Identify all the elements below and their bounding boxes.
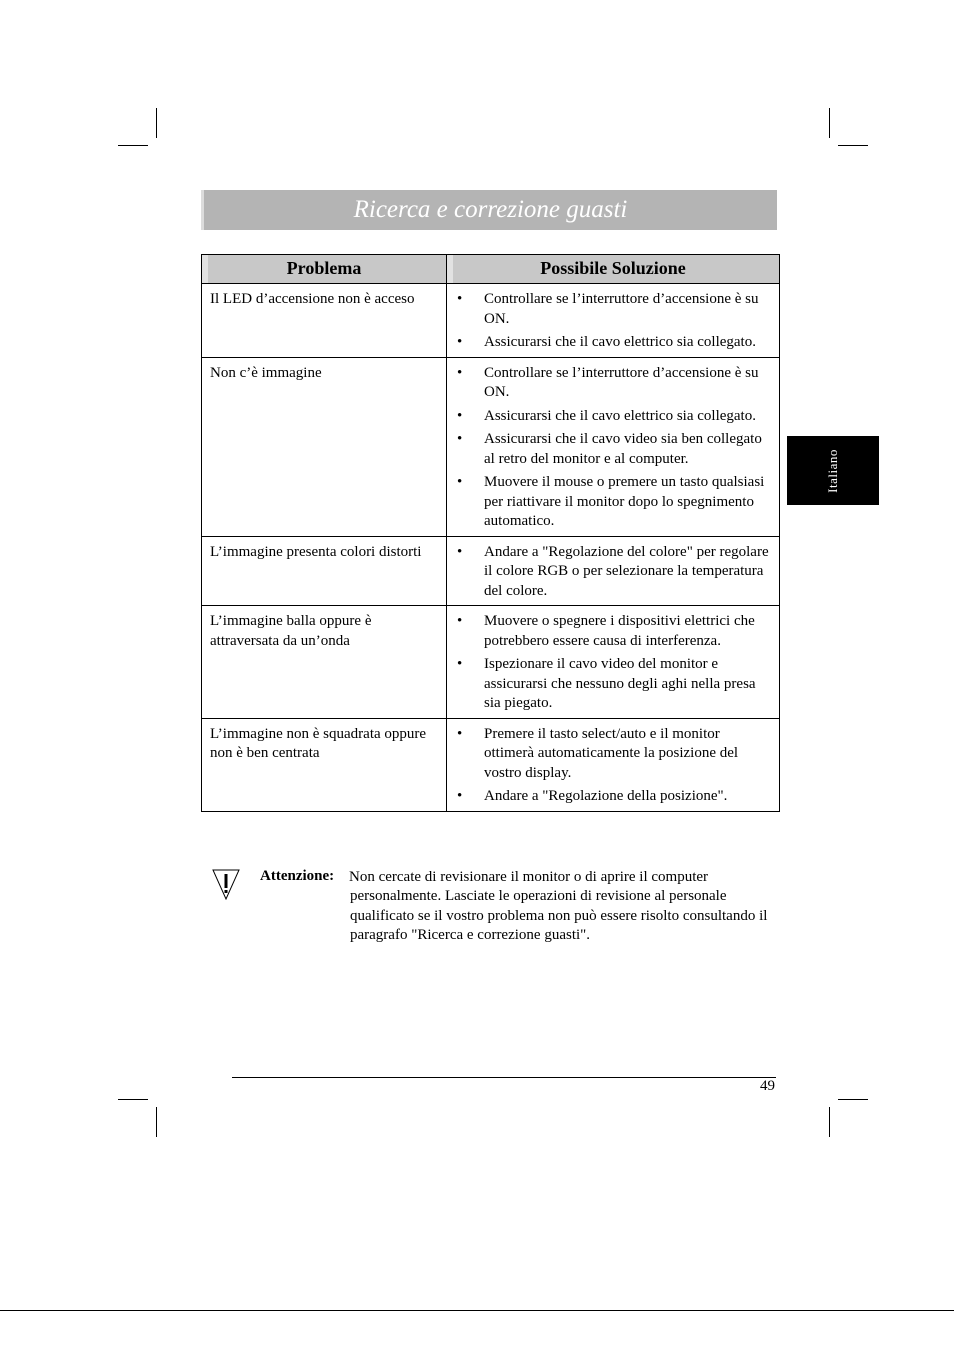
solution-item: • Premere il tasto select/auto e il monitor ottimerà automaticamente la posizione del vostro display. (455, 725, 771, 784)
solution-item: • Muovere o spegnere i dispositivi elettrici che potrebbero essere causa di interferenza. (455, 612, 771, 651)
crop-mark (156, 1107, 157, 1137)
solution-item: • Muovere il mouse o premere un tasto qualsiasi per riattivare il monitor dopo lo spegnimento automatico. (455, 473, 771, 532)
header-solution: Possibile Soluzione (447, 255, 780, 284)
solution-item: • Assicurarsi che il cavo elettrico sia collegato. (455, 407, 771, 427)
language-side-tab (787, 436, 879, 505)
page-number: 49 (760, 1078, 775, 1094)
table-row (202, 718, 780, 811)
crop-mark (829, 1107, 830, 1137)
crop-mark (156, 108, 157, 138)
page-title: Ricerca e correzione guasti (353, 196, 628, 223)
table-header-row (202, 255, 780, 284)
table-row (202, 536, 780, 606)
solution-item: • Ispezionare il cavo video del monitor e assicurarsi che nessuno degli aghi nella presa sia piegato. (455, 655, 771, 714)
troubleshooting-table (201, 254, 780, 812)
page-bottom-rule (0, 1310, 954, 1311)
problem-cell: L’immagine non è squadrata oppure non è ben centrata (202, 718, 447, 811)
problem-cell: Il LED d’accensione non è acceso (202, 284, 447, 358)
page-title-bar (201, 190, 777, 230)
problem-cell: L’immagine presenta colori distorti (202, 536, 447, 606)
problem-cell: Non c’è immagine (202, 357, 447, 536)
crop-mark (118, 145, 148, 146)
solution-item: • Controllare se l’interruttore d’accensione è su ON. (455, 364, 771, 403)
solution-cell (447, 606, 780, 719)
solution-item: • Controllare se l’interruttore d’accensione è su ON. (455, 290, 771, 329)
solution-item: • Andare a "Regolazione del colore" per regolare il colore RGB o per selezionare la temperatura del colore. (455, 543, 771, 602)
header-problem: Problema (202, 255, 447, 284)
caution-icon (212, 869, 240, 900)
crop-mark (838, 1099, 868, 1100)
table-row (202, 357, 780, 536)
warning-text: Non cercate di revisionare il monitor o di aprire il computer personalmente. Lasciate le operazioni di revisione al personale qualificato se il vostro problema non può essere risolto consultando il paragrafo "Ricerca e correzione guasti". (349, 869, 768, 944)
solution-cell (447, 718, 780, 811)
problem-cell: L’immagine balla oppure è attraversata da un’onda (202, 606, 447, 719)
solution-item: • Assicurarsi che il cavo video sia ben collegato al retro del monitor e al computer. (455, 430, 771, 469)
footer-rule (232, 1077, 776, 1078)
solution-cell (447, 357, 780, 536)
solution-cell (447, 536, 780, 606)
solution-item: • Assicurarsi che il cavo elettrico sia collegato. (455, 333, 771, 353)
table-row (202, 284, 780, 358)
crop-mark (838, 145, 868, 146)
crop-mark (118, 1099, 148, 1100)
solution-item: • Andare a "Regolazione della posizione". (455, 787, 771, 807)
language-label: Italiano (825, 448, 840, 493)
warning-label: Attenzione: (260, 868, 335, 884)
crop-mark (829, 108, 830, 138)
table-row (202, 606, 780, 719)
solution-cell (447, 284, 780, 358)
